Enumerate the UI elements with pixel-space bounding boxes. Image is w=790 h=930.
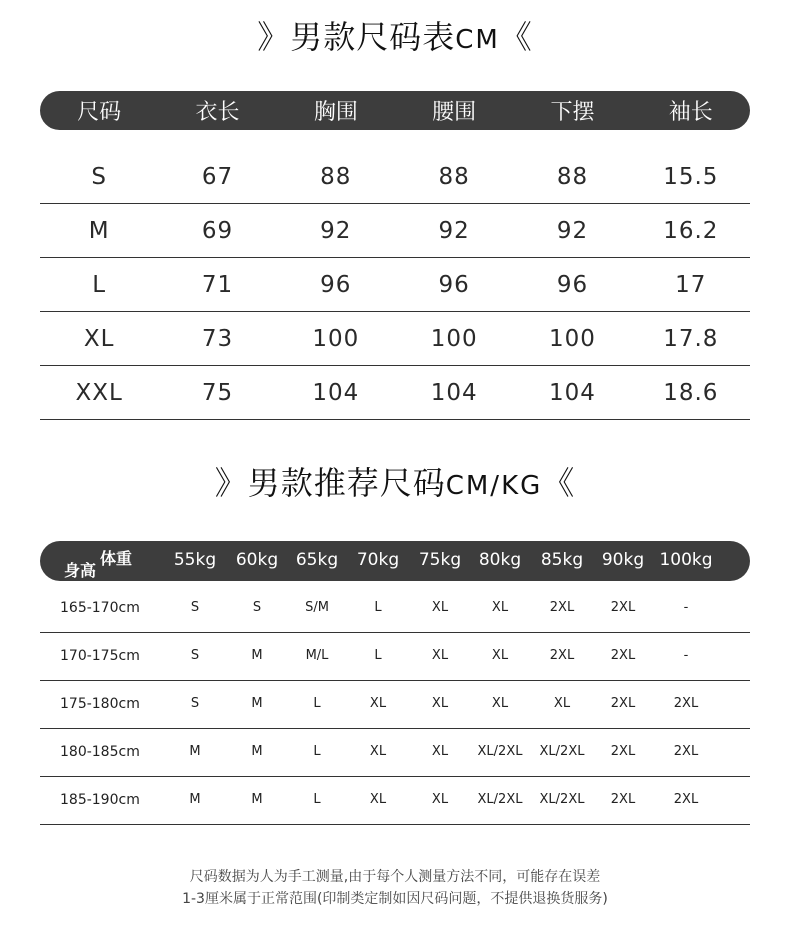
table-cell: L: [92, 271, 107, 298]
recommend-table-body: [40, 585, 750, 825]
table-cell: 2XL: [549, 648, 575, 663]
table-cell: XL: [431, 696, 449, 711]
table-cell: XL: [431, 792, 449, 807]
table-cell: 75: [201, 379, 234, 406]
table-cell: L: [374, 648, 382, 663]
table-cell: 17.8: [663, 325, 719, 352]
table-cell: XL: [553, 696, 571, 711]
row-height-label: 175-180cm: [60, 696, 140, 712]
header-weight: 60kg: [235, 550, 279, 570]
table-cell: 96: [556, 271, 589, 298]
table-cell: XL: [491, 696, 509, 711]
table-cell: M: [251, 696, 263, 711]
row-height-label: 170-175cm: [60, 648, 140, 664]
size-table-body: [40, 150, 750, 420]
row-height-label: 180-185cm: [60, 744, 140, 760]
table-row: [40, 204, 750, 258]
table-cell: 88: [320, 163, 352, 190]
table-cell: 2XL: [673, 696, 699, 711]
table-cell: XL: [369, 744, 387, 759]
table-cell: XL/2XL: [539, 792, 585, 807]
title-unit: CM: [455, 25, 500, 55]
corner-height-label: 身高: [64, 561, 97, 580]
table-cell: 92: [438, 217, 470, 244]
title-bracket: 《: [499, 18, 533, 56]
header-weight: 80kg: [478, 550, 522, 570]
header-hem: 下摆: [550, 100, 595, 125]
table-cell: XL: [431, 648, 449, 663]
table-cell: 92: [556, 217, 589, 244]
table-cell: 2XL: [610, 744, 636, 759]
header-size: 尺码: [77, 100, 122, 125]
table-cell: XL/2XL: [477, 792, 523, 807]
note-line-1: 尺码数据为人为手工测量,由于每个人测量方法不同，可能存在误差: [189, 869, 601, 885]
corner-weight-label: 体重: [100, 549, 133, 568]
table-cell: 96: [320, 271, 352, 298]
table-cell: XL: [431, 744, 449, 759]
table-cell: 17: [675, 271, 707, 298]
table-cell: M: [251, 792, 263, 807]
row-height-label: 185-190cm: [60, 792, 140, 808]
recommend-chart-title: [0, 458, 790, 504]
table-cell: 2XL: [673, 744, 699, 759]
table-cell: S: [190, 600, 200, 615]
table-row: [40, 777, 750, 825]
table-cell: M: [88, 217, 110, 244]
table-cell: 104: [430, 379, 478, 406]
table-cell: XL: [431, 600, 449, 615]
table-row: [40, 585, 750, 633]
table-cell: 69: [201, 217, 234, 244]
title-text: 》男款推荐尺码: [214, 464, 446, 502]
header-weight: 100kg: [659, 550, 713, 570]
header-waist: 腰围: [432, 100, 477, 125]
table-cell: 2XL: [549, 600, 575, 615]
note-line-2: 1-3厘米属于正常范围(印制类定制如因尺码问题，不提供退换货服务): [182, 891, 608, 907]
table-row: [40, 366, 750, 420]
table-row: [40, 633, 750, 681]
header-weight: 90kg: [601, 550, 645, 570]
table-cell: 2XL: [610, 648, 636, 663]
table-cell: 67: [201, 163, 234, 190]
table-cell: S/M: [305, 600, 329, 615]
table-cell: 100: [312, 325, 360, 352]
header-weight: 75kg: [418, 550, 462, 570]
table-cell: 2XL: [610, 600, 636, 615]
title-text: 》男款尺码表: [257, 18, 456, 56]
header-weight: 65kg: [295, 550, 339, 570]
table-row: [40, 729, 750, 777]
table-cell: 18.6: [663, 379, 719, 406]
table-cell: L: [313, 744, 321, 759]
table-cell: -: [683, 648, 689, 663]
title-bracket: 《: [542, 464, 576, 502]
table-row: [40, 258, 750, 312]
header-chest: 胸围: [313, 100, 358, 125]
title-unit: CM/KG: [445, 471, 543, 501]
table-cell: XL: [491, 600, 509, 615]
table-cell: 2XL: [610, 696, 636, 711]
table-cell: S: [190, 648, 200, 663]
header-weight: 70kg: [356, 550, 400, 570]
table-cell: L: [374, 600, 382, 615]
table-cell: M/L: [305, 648, 329, 663]
size-chart-title: [0, 12, 790, 58]
table-cell: M: [189, 744, 201, 759]
table-cell: XL: [83, 325, 115, 352]
table-cell: 16.2: [663, 217, 719, 244]
table-cell: XXL: [75, 379, 123, 406]
table-row: [40, 312, 750, 366]
table-cell: S: [252, 600, 262, 615]
table-cell: 88: [556, 163, 589, 190]
table-cell: M: [251, 648, 263, 663]
table-row: [40, 681, 750, 729]
table-cell: -: [683, 600, 689, 615]
table-cell: L: [313, 792, 321, 807]
table-cell: 73: [201, 325, 234, 352]
row-height-label: 165-170cm: [60, 600, 140, 616]
table-cell: XL: [491, 648, 509, 663]
table-cell: XL: [369, 696, 387, 711]
table-cell: 92: [320, 217, 352, 244]
size-table-header: [40, 91, 750, 130]
table-cell: 100: [549, 325, 596, 352]
table-cell: 71: [201, 271, 234, 298]
table-cell: XL/2XL: [539, 744, 585, 759]
table-cell: L: [313, 696, 321, 711]
table-cell: 2XL: [610, 792, 636, 807]
table-cell: XL/2XL: [477, 744, 523, 759]
header-sleeve: 袖长: [668, 100, 713, 125]
table-cell: M: [251, 744, 263, 759]
header-length: 衣长: [195, 100, 240, 125]
table-cell: M: [189, 792, 201, 807]
header-weight: 85kg: [540, 550, 584, 570]
table-row: [40, 150, 750, 204]
recommend-table-header: [40, 541, 750, 581]
table-cell: S: [91, 163, 107, 190]
table-cell: 104: [312, 379, 360, 406]
table-cell: 96: [438, 271, 470, 298]
table-cell: S: [190, 696, 200, 711]
table-cell: 100: [430, 325, 478, 352]
table-cell: 104: [549, 379, 596, 406]
header-weight: 55kg: [173, 550, 217, 570]
table-cell: 2XL: [673, 792, 699, 807]
table-cell: 88: [438, 163, 470, 190]
table-cell: 15.5: [663, 163, 719, 190]
table-cell: XL: [369, 792, 387, 807]
